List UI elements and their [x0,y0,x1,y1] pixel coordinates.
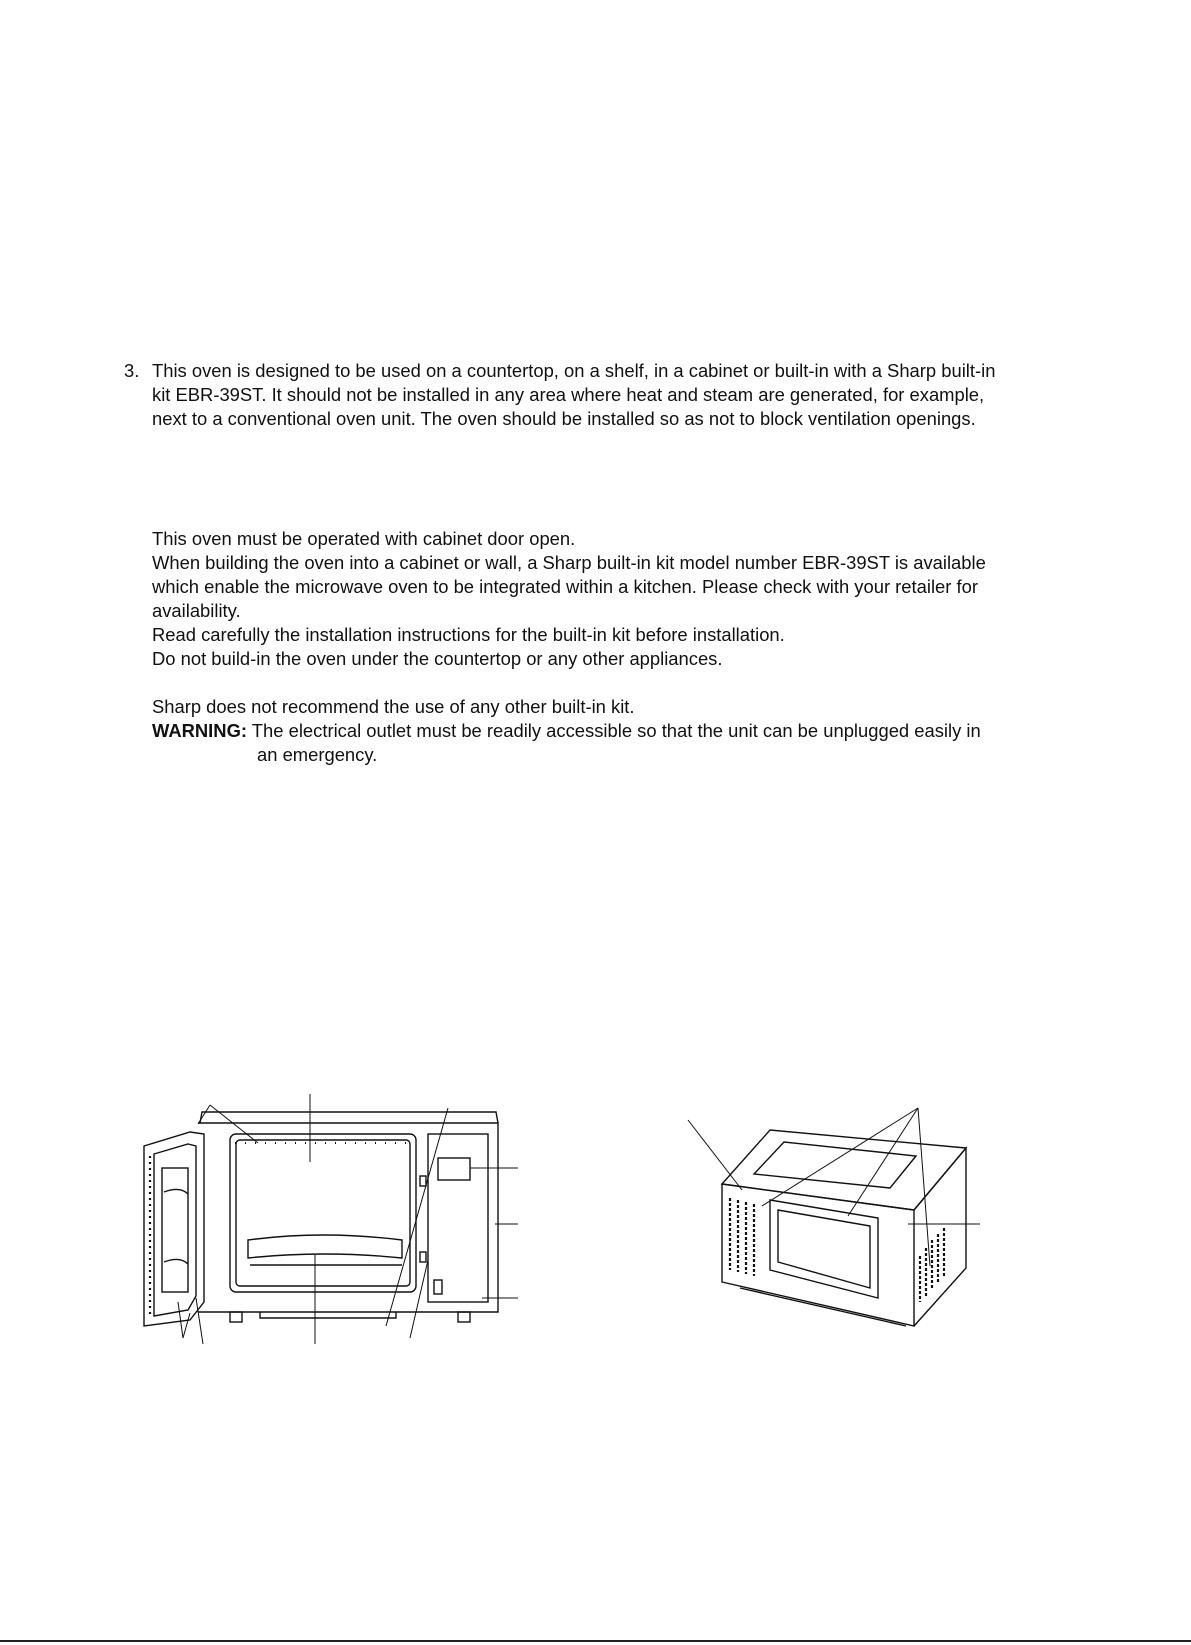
leader-lines [688,1108,980,1266]
note-line: This oven must be operated with cabinet door open. [152,528,576,549]
front-view-diagram [140,1090,540,1350]
side-vents [920,1228,944,1302]
installation-paragraph [152,359,995,431]
paragraph-line: next to a conventional oven unit. The oven should be installed so as not to block ventilation openings. [152,408,976,429]
cabinet-notes [152,527,986,767]
rear-view-diagram [680,1100,1000,1340]
paragraph-line: kit EBR-39ST. It should not be installed in any area where heat and steam are generated, for example, [152,384,985,405]
item-number: 3. [124,360,140,381]
leader-lines [178,1094,518,1344]
warning-continuation: an emergency. [257,744,378,765]
page-bottom-rule [0,1640,1191,1642]
note-line: which enable the microwave oven to be integrated within a kitchen. Please check with your retailer for [152,576,978,597]
warning-text: The electrical outlet must be readily accessible so that the unit can be unplugged easily in [251,720,981,741]
note-line: Do not build-in the oven under the countertop or any other appliances. [152,648,723,669]
warning-label: WARNING: [152,720,248,741]
note-line: Read carefully the installation instructions for the built-in kit before installation. [152,624,785,645]
rear-vents [730,1198,754,1276]
warning-line [152,719,986,743]
recommend-line: Sharp does not recommend the use of any other built-in kit. [152,696,635,717]
paragraph-line: This oven is designed to be used on a countertop, on a shelf, in a cabinet or built-in with a Sharp built-in [152,360,996,381]
note-line: When building the oven into a cabinet or wall, a Sharp built-in kit model number EBR-39ST is available [152,552,986,573]
note-line: availability. [152,600,241,621]
